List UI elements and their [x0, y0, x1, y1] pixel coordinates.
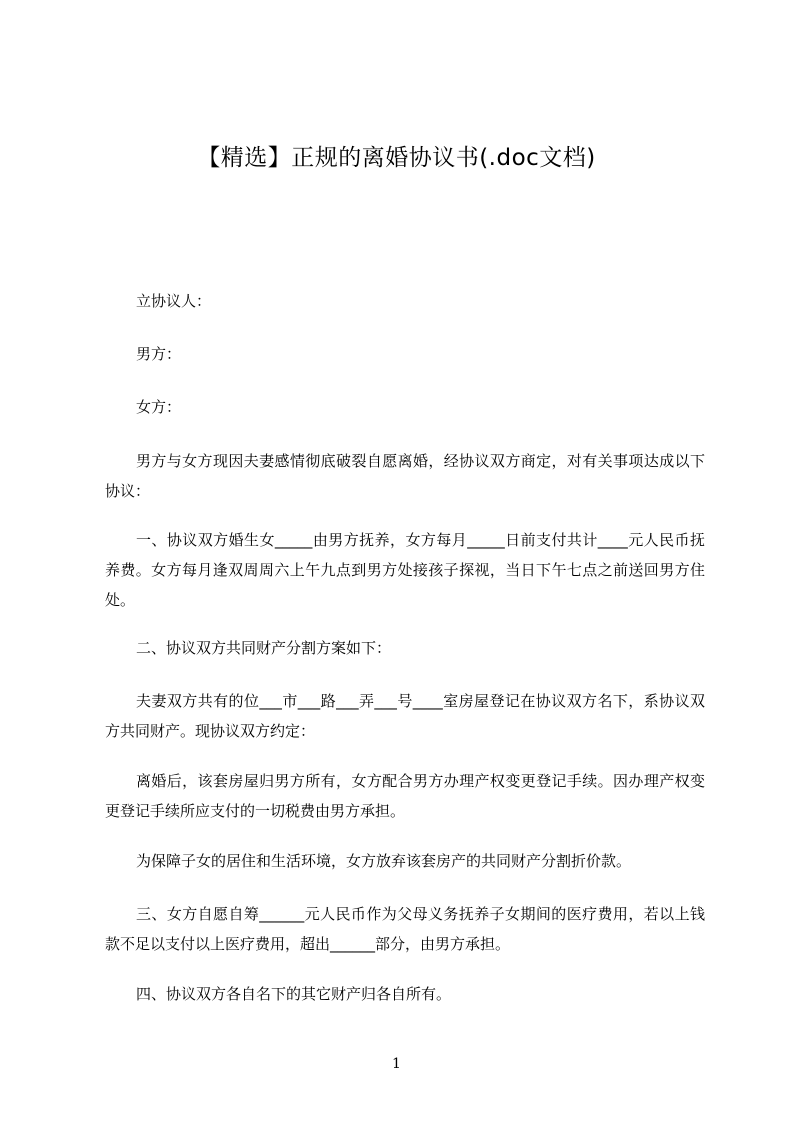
paragraph-husband: 男方： [136, 345, 182, 363]
paragraph-preamble: 男方与女方现因夫妻感情彻底破裂自愿离婚，经协议双方商定，对有关事项达成以下协议： [105, 452, 705, 500]
paragraph-clause-2-property: 二、协议双方共同财产分割方案如下： [136, 639, 392, 657]
paragraph-clause-4-other-property: 四、协议双方各自名下的其它财产归各自所有。 [136, 985, 452, 1003]
document-title: 【精选】正规的离婚协议书(.doc文档) [197, 145, 596, 171]
page-number: 1 [392, 1056, 401, 1072]
paragraph-house-transfer: 离婚后，该套房屋归男方所有，女方配合男方办理产权变更登记手续。因办理产权变更登记手续所应支付的一切税费由男方承担。 [105, 772, 705, 820]
paragraph-clause-3-medical: 三、女方自愿自筹______元人民币作为父母义务抚养子女期间的医疗费用，若以上钱款不足以支付以上医疗费用，超出______部分，由男方承担。 [105, 905, 705, 953]
paragraph-parties: 立协议人： [136, 292, 212, 310]
paragraph-house-waiver: 为保障子女的居住和生活环境，女方放弃该套房产的共同财产分割折价款。 [136, 852, 632, 870]
paragraph-clause-1-custody: 一、协议双方婚生女_____由男方抚养，女方每月_____日前支付共计____元人民币抚养费。女方每月逢双周周六上午九点到男方处接孩子探视，当日下午七点之前送回男方住处。 [105, 531, 705, 609]
paragraph-house-ownership: 夫妻双方共有的位___市___路___弄___号____室房屋登记在协议双方名下，系协议双方共同财产。现协议双方约定： [105, 692, 705, 740]
paragraph-wife: 女方： [136, 398, 182, 416]
